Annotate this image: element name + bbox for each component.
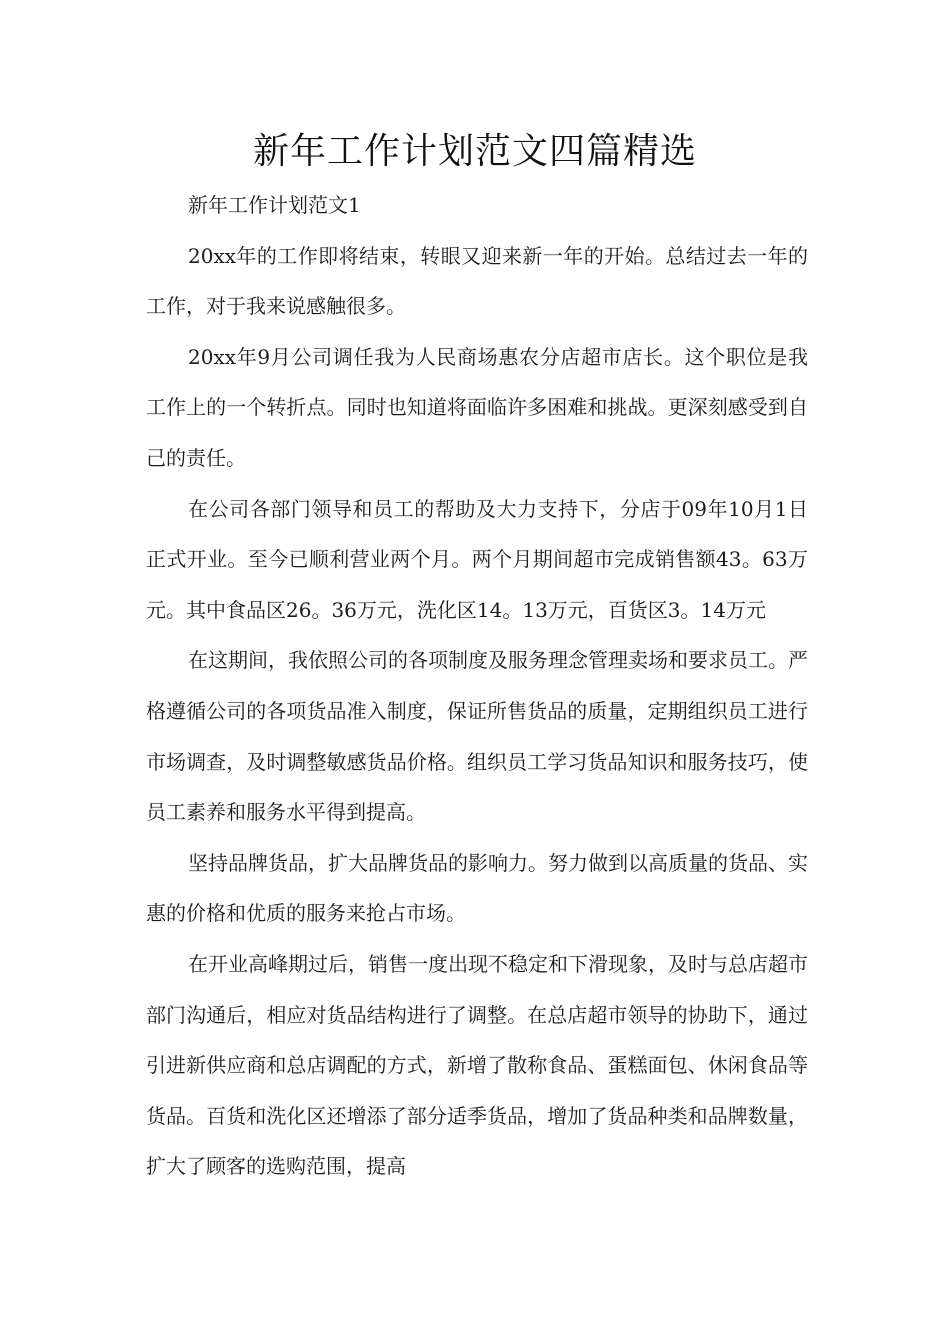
paragraph: 在开业高峰期过后，销售一度出现不稳定和下滑现象，及时与总店超市部门沟通后，相应对货品结构进行了调整。在总店超市领导的协助下，通过引进新供应商和总店调配的方式，新增了散称食品、蛋糕面包、休闲食品等货品。百货和洗化区还增添了部分适季货品，增加了货品种类和品牌数量，扩大了顾客的选购范围，提高 (146, 951, 808, 1179)
paragraph: 在这期间，我依照公司的各项制度及服务理念管理卖场和要求员工。严格遵循公司的各项货品准入制度，保证所售货品的质量，定期组织员工进行市场调查，及时调整敏感货品价格。组织员工学习货品知识和服务技巧，使员工素养和服务水平得到提高。 (146, 648, 808, 825)
document-title: 新年工作计划范文四篇精选 (252, 131, 697, 172)
section-heading: 新年工作计划范文1 (188, 193, 361, 217)
paragraph: 在公司各部门领导和员工的帮助及大力支持下，分店于09年10月1日正式开业。至今已顺利营业两个月。两个月期间超市完成销售额43。63万元。其中食品区26。36万元，洗化区14。13万元，百货区3。14万元 (146, 496, 808, 622)
document-body (146, 180, 808, 1192)
paragraph: 坚持品牌货品，扩大品牌货品的影响力。努力做到以高质量的货品、实惠的价格和优质的服务来抢占市场。 (146, 850, 808, 926)
paragraph: 20xx年的工作即将结束，转眼又迎来新一年的开始。总结过去一年的工作，对于我来说感触很多。 (146, 243, 808, 319)
paragraph: 20xx年9月公司调任我为人民商场惠农分店超市店长。这个职位是我工作上的一个转折点。同时也知道将面临许多困难和挑战。更深刻感受到自己的责任。 (146, 344, 808, 470)
